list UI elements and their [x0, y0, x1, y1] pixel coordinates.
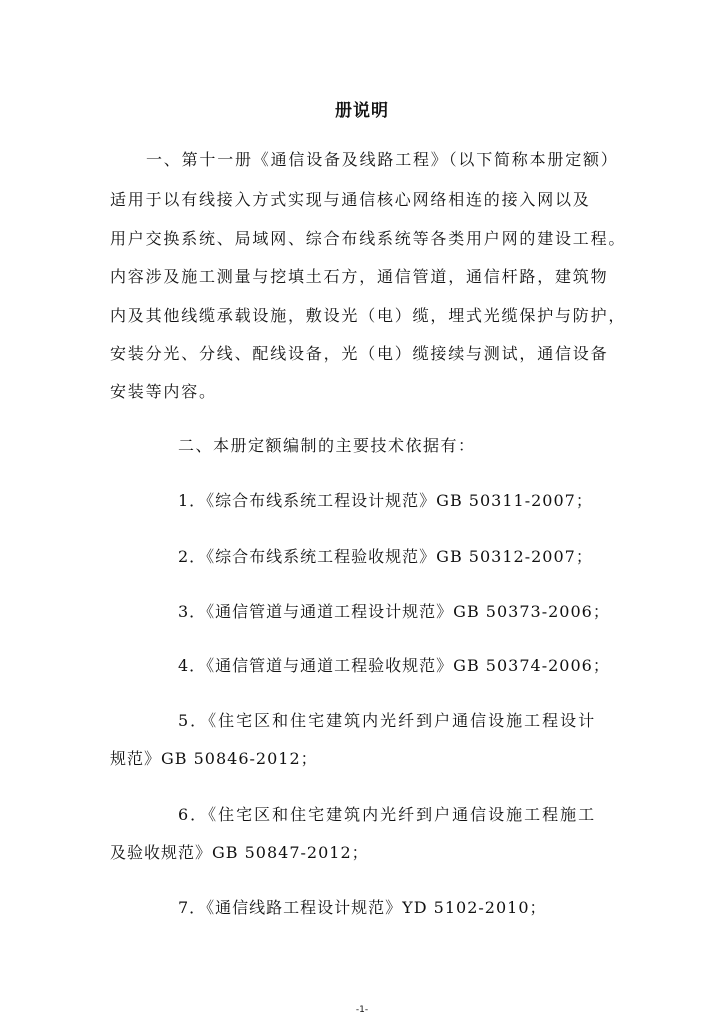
reference-item: 4．《通信管道与通道工程验收规范》GB 50374-2006；	[178, 656, 610, 675]
paragraph-1-line: 安装分光、分线、配线设备，光（电）缆接续与测试，通信设备	[110, 344, 609, 363]
reference-item: 7．《通信线路工程设计规范》YD 5102-2010；	[178, 898, 547, 917]
reference-item: 3．《通信管道与通道工程设计规范》GB 50373-2006；	[178, 602, 610, 621]
reference-item: 2．《综合布线系统工程验收规范》GB 50312-2007；	[178, 547, 593, 566]
reference-item-continuation: 规范》GB 50846-2012；	[110, 749, 318, 768]
paragraph-1-line: 内及其他线缆承载设施，敷设光（电）缆，埋式光缆保护与防护，	[110, 306, 627, 325]
paragraph-1-line: 安装等内容。	[110, 382, 217, 401]
reference-item: 6．《住宅区和住宅建筑内光纤到户通信设施工程施工	[178, 805, 597, 824]
paragraph-1-line: 适用于以有线接入方式实现与通信核心网络相连的接入网以及	[110, 190, 591, 209]
paragraph-2: 二、本册定额编制的主要技术依据有：	[178, 436, 476, 455]
paragraph-1-line: 内容涉及施工测量与挖填土石方，通信管道，通信杆路，建筑物	[110, 267, 609, 286]
paragraph-1-line: 一、第十一册《通信设备及线路工程》（以下简称本册定额）	[146, 150, 619, 169]
page-title: 册说明	[335, 101, 389, 121]
page-number: -1-	[355, 1005, 369, 1015]
paragraph-1-line: 用户交换系统、局域网、综合布线系统等各类用户网的建设工程。	[110, 229, 627, 248]
reference-item: 5．《住宅区和住宅建筑内光纤到户通信设施工程设计	[178, 711, 597, 730]
reference-item: 1．《综合布线系统工程设计规范》GB 50311-2007；	[178, 491, 593, 510]
reference-item-continuation: 及验收规范》GB 50847-2012；	[110, 843, 369, 862]
